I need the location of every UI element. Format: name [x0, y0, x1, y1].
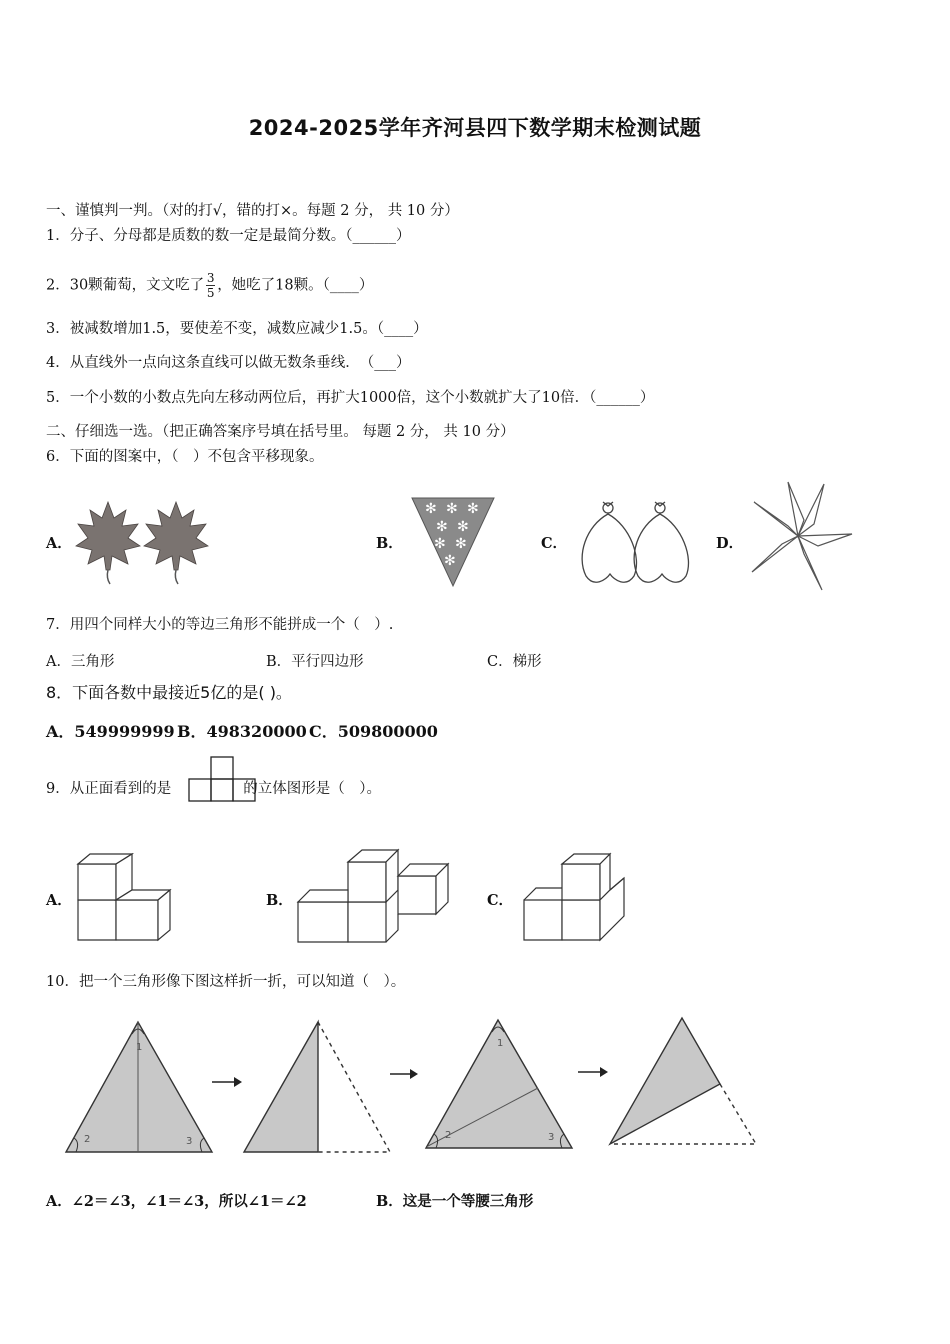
svg-text:✻: ✻	[434, 536, 446, 552]
cube-figure-a	[76, 850, 174, 944]
q10-option-a: A．∠2＝∠3，∠1＝∠3，所以∠1＝∠2	[46, 1193, 307, 1210]
question-2-text-post: ，她吃了18颗。（____）	[217, 277, 374, 294]
q9-option-c-label: C．	[487, 892, 514, 909]
svg-text:✻: ✻	[446, 501, 458, 517]
question-2	[46, 272, 373, 299]
question-9-text-pre: 9．从正面看到的是	[46, 781, 172, 797]
maple-leaves-figure	[76, 498, 216, 588]
question-9-text-post: 的立体图形是（ ）。	[243, 781, 381, 797]
svg-text:✻: ✻	[455, 536, 467, 552]
question-1: 1．分子、分母都是质数的数一定是最简分数。（______）	[46, 228, 411, 244]
question-5: 5．一个小数的小数点先向左移动两位后，再扩大1000倍，这个小数就扩大了10倍．（______）	[46, 390, 655, 406]
triangle-2	[244, 1022, 390, 1152]
question-3: 3．被减数增加1.5，要使差不变，减数应减少1.5。（____）	[46, 321, 428, 337]
question-4: 4．从直线外一点向这条直线可以做无数条垂线． （___）	[46, 355, 411, 371]
question-7: 7．用四个同样大小的等边三角形不能拼成一个（ ）.	[46, 617, 394, 633]
angle-label-1: 1	[136, 1042, 143, 1053]
pinwheel-figure	[748, 480, 860, 594]
q8-option-b: B．498320000	[177, 722, 307, 741]
q7-option-a: A．三角形	[46, 654, 115, 670]
angle-label-2: 2	[84, 1134, 91, 1145]
question-2-text-pre: 2．30颗葡萄，文文吃了	[46, 277, 205, 294]
snowflake-triangle-figure	[410, 496, 496, 588]
section2-heading: 二、仔细选一选。（把正确答案序号填在括号里。 每题 2 分， 共 10 分）	[46, 424, 515, 440]
double-heart-figure	[576, 496, 698, 590]
q8-option-c: C．509800000	[309, 722, 438, 741]
question-10: 10．把一个三角形像下图这样折一折，可以知道（ ）。	[46, 974, 406, 990]
angle-label-3: 3	[548, 1132, 555, 1143]
triangle-1	[66, 1022, 212, 1152]
q8-option-a: A．549999999	[46, 722, 175, 741]
q7-option-c: C．梯形	[487, 654, 542, 670]
fraction-numerator: 3	[206, 271, 215, 285]
question-8: 8．下面各数中最接近5亿的是( )。	[46, 683, 292, 702]
svg-text:✻: ✻	[444, 553, 456, 569]
section1-heading: 一、谨慎判一判。（对的打√，错的打×。每题 2 分， 共 10 分）	[46, 203, 459, 219]
cube-figure-c	[522, 850, 630, 944]
q6-option-c-label: C．	[541, 535, 568, 552]
triangle-folding-diagram	[60, 1014, 770, 1156]
cube-figure-b	[296, 838, 450, 944]
q6-option-b-label: B．	[376, 535, 403, 552]
arrow-icon	[212, 1077, 242, 1087]
front-view-diagram	[187, 756, 257, 804]
q6-option-a-label: A．	[46, 535, 72, 552]
fraction-three-fifths	[206, 272, 215, 299]
triangle-3	[426, 1020, 572, 1148]
q9-option-a-label: A．	[46, 892, 72, 909]
q7-option-b: B．平行四边形	[266, 654, 364, 670]
svg-text:✻: ✻	[425, 501, 437, 517]
q9-option-b-label: B．	[266, 892, 293, 909]
arrow-icon	[390, 1069, 418, 1079]
svg-text:✻: ✻	[467, 501, 479, 517]
svg-text:✻: ✻	[436, 519, 448, 535]
fraction-denominator: 5	[206, 286, 215, 300]
page-title: 2024-2025学年齐河县四下数学期末检测试题	[248, 116, 702, 140]
q10-option-b: B．这是一个等腰三角形	[376, 1193, 534, 1210]
question-6: 6．下面的图案中，（ ）不包含平移现象。	[46, 449, 324, 465]
svg-text:✻: ✻	[457, 519, 469, 535]
angle-label-3: 3	[186, 1136, 193, 1147]
angle-label-2: 2	[445, 1130, 452, 1141]
arrow-icon	[578, 1067, 608, 1077]
q6-option-d-label: D．	[716, 535, 744, 552]
triangle-4	[610, 1018, 756, 1144]
angle-label-1: 1	[497, 1038, 504, 1049]
